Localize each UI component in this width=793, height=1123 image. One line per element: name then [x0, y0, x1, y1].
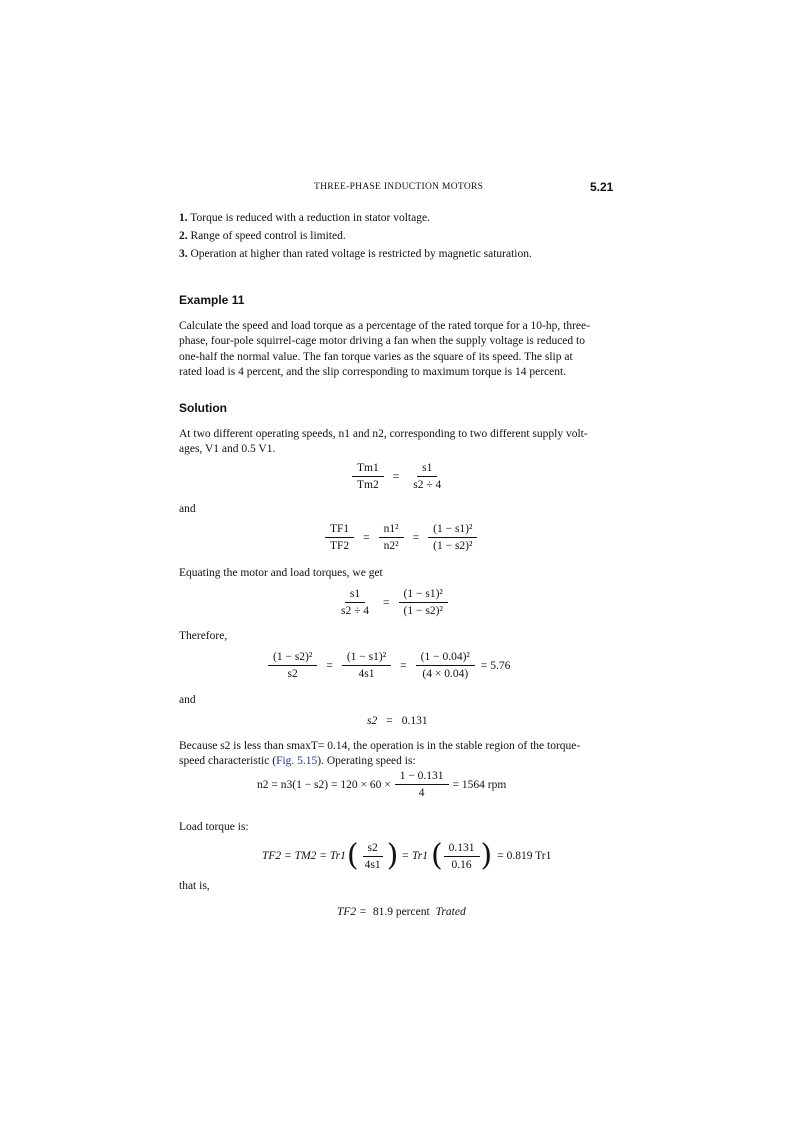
- equation-lhs: TF2 = TM2 = Tr1: [262, 850, 346, 862]
- figure-link[interactable]: Fig. 5.15: [276, 755, 318, 768]
- equation-3: $\frac{s1}{s2 \div 4}$ = $\frac{\text{(1 − s1)²}}{\text{(1 − s2)²}}$: [336, 588, 448, 617]
- fraction-denominator: 4: [418, 787, 425, 799]
- equation-1: $\frac{Tm1}{Tm2}$ = $\frac{s1}{s2 \div 4}$: [352, 462, 446, 491]
- right-paren: ): [480, 838, 493, 873]
- fraction-numerator: (1 − 0.04)²: [416, 651, 475, 666]
- paragraph-line: phase, four-pole squirrel-cage motor driving a fan when the supply voltage is reduced to: [179, 335, 585, 348]
- paragraph-line: At two different operating speeds, n1 and n2, corresponding to two different supply volt-: [179, 428, 588, 440]
- example-heading: Example 11: [179, 293, 245, 307]
- equation-5: s2 = 0.131: [367, 715, 428, 727]
- list-item-text: Torque is reduced with a reduction in stator voltage.: [190, 212, 430, 224]
- fraction-denominator: (1 − s2)²: [433, 540, 473, 552]
- list-item-number: 2.: [179, 230, 188, 242]
- fraction-denominator: 0.16: [451, 858, 472, 871]
- fraction-denominator: Tm2: [357, 479, 379, 491]
- fraction-numerator: (1 − s2)²: [268, 651, 317, 666]
- equation-unit: Trated: [435, 906, 466, 918]
- fraction-denominator: (4 × 0.04): [422, 668, 469, 680]
- fraction-denominator: (1 − s2)²: [403, 605, 443, 617]
- equation-lhs: s2: [367, 715, 378, 727]
- paragraph-line: rated load is 4 percent, and the slip corresponding to maximum torque is 14 percent.: [179, 366, 567, 379]
- fraction-numerator: s1: [417, 462, 437, 477]
- list-item: [179, 212, 430, 224]
- connector-text: and: [179, 694, 196, 706]
- equation-lhs: n2 = n3(1 − s2) = 120 × 60 ×: [257, 778, 391, 791]
- right-paren: ): [386, 838, 399, 873]
- equation-4: $\frac{\text{(1 − s2)²}}{s2}$ = $\frac{\text{(1 − s1)²}}{4s1}$ = $\frac{\text{(1 − 0.04)²}}{(4 \times 0.04)}$ = 5.76: [268, 651, 510, 680]
- fraction-denominator: TF2: [330, 540, 350, 552]
- paragraph-line: ages, V1 and 0.5 V1.: [179, 443, 276, 456]
- equation-8: [337, 906, 466, 918]
- paragraph-line: Because s2 is less than smaxT= 0.14, the operation is in the stable region of the torque-: [179, 740, 581, 752]
- fraction-denominator: n2²: [383, 540, 399, 552]
- fraction-denominator: s2: [287, 668, 298, 680]
- equation-lhs: TF2 =: [337, 906, 367, 918]
- connector-text: Therefore,: [179, 630, 228, 642]
- fraction-denominator: 4s1: [364, 858, 381, 871]
- page-number: 5.21: [590, 180, 614, 194]
- fraction-numerator: (1 − s1)²: [428, 523, 477, 538]
- solution-heading: Solution: [179, 401, 227, 415]
- list-item: [179, 248, 532, 260]
- solution-intro: [179, 427, 611, 458]
- fraction-numerator: (1 − s1)²: [399, 588, 448, 603]
- fraction-numerator: n1²: [379, 523, 404, 538]
- equation-middle: = Tr1: [401, 850, 428, 862]
- fraction-numerator: 0.131: [444, 842, 480, 857]
- list-item-text: Operation at higher than rated voltage is restricted by magnetic saturation.: [190, 248, 532, 260]
- equation-7: [262, 838, 552, 873]
- fraction-denominator: 4s1: [358, 668, 375, 680]
- text-span: speed characteristic (: [179, 755, 277, 768]
- list-item: [179, 230, 346, 242]
- left-paren: (: [346, 838, 359, 873]
- list-item-text: Range of speed control is limited.: [190, 230, 346, 242]
- fraction-numerator: Tm1: [352, 462, 384, 477]
- equation-value: 81.9 percent: [372, 906, 430, 918]
- connector-text: and: [179, 503, 196, 515]
- fraction-numerator: s2: [363, 842, 383, 857]
- text-span: ). Operating speed is:: [317, 755, 416, 768]
- equation-result: = 5.76: [480, 659, 511, 672]
- connector-text: that is,: [179, 880, 210, 892]
- because-paragraph: [179, 739, 611, 770]
- paragraph-line: one-half the normal value. The fan torque varies as the square of its speed. The slip at: [179, 350, 573, 363]
- fraction-numerator: TF1: [325, 523, 354, 538]
- fraction-numerator: 1 − 0.131: [395, 770, 449, 785]
- fraction-denominator: s2 ÷ 4: [341, 605, 370, 617]
- connector-text: Equating the motor and load torques, we get: [179, 567, 383, 579]
- example-paragraph: [179, 319, 611, 381]
- running-header: THREE-PHASE INDUCTION MOTORS: [314, 182, 484, 192]
- paragraph-line: Calculate the speed and load torque as a percentage of the rated torque for a 10-hp, three-: [179, 320, 590, 332]
- connector-text: Load torque is:: [179, 821, 249, 833]
- equation-6: [257, 770, 506, 799]
- fraction-denominator: s2 ÷ 4: [413, 479, 442, 491]
- fraction-numerator: s1: [345, 588, 365, 603]
- equation-2: $\frac{TF1}{TF2}$ = $\frac{\text{n1²}}{\text{n2²}}$ = $\frac{\text{(1 − s1)²}}{\text{(1 − s2)²}}$: [325, 523, 477, 552]
- fraction-numerator: (1 − s1)²: [342, 651, 391, 666]
- equation-result: = 0.819 Tr1: [497, 850, 552, 862]
- equation-rhs: 0.131: [401, 715, 428, 727]
- list-item-number: 3.: [179, 248, 188, 260]
- equation-result: = 1564 rpm: [452, 778, 507, 791]
- paragraph-line: [179, 754, 611, 769]
- list-item-number: 1.: [179, 212, 188, 224]
- left-paren: (: [430, 838, 443, 873]
